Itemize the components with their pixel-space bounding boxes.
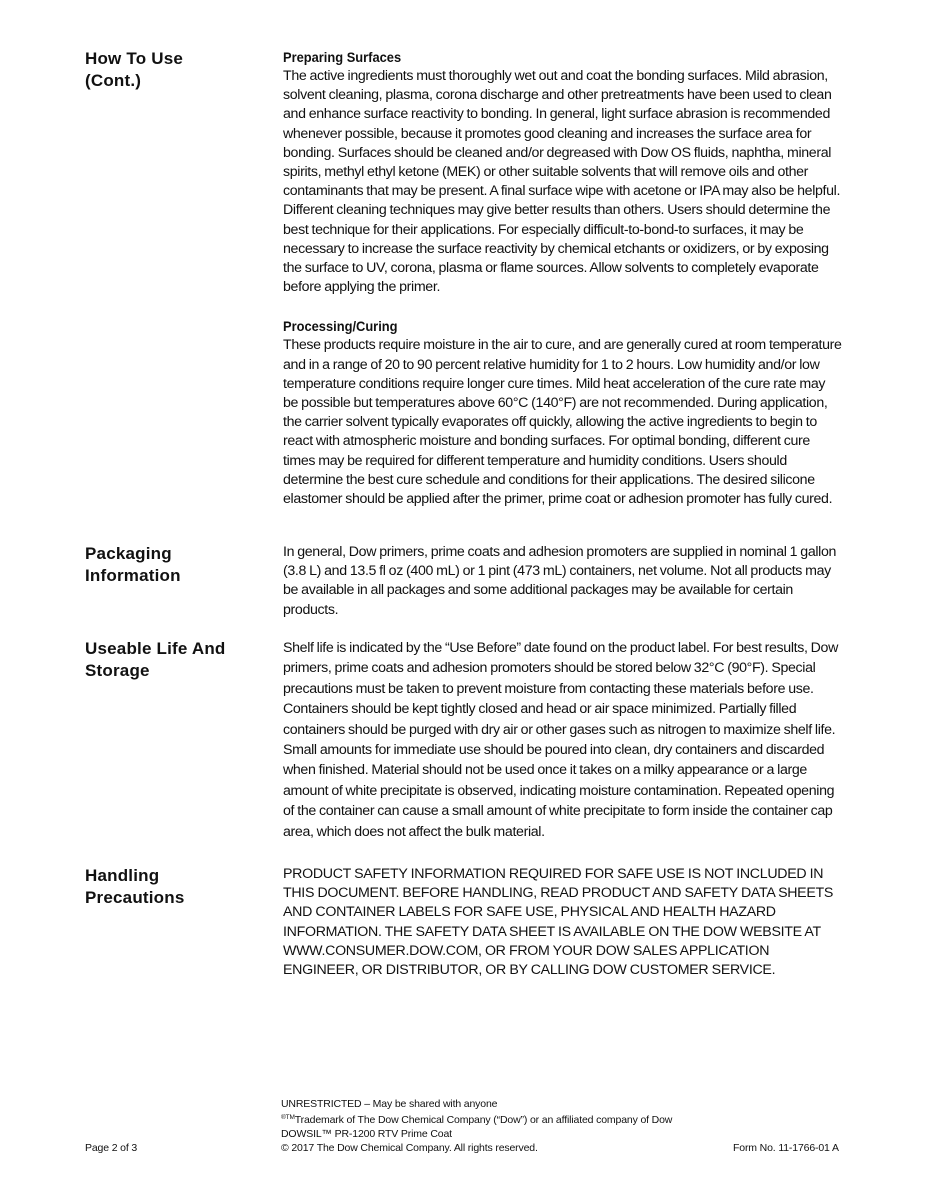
paragraph-preparing-surfaces: The active ingredients must thoroughly wet out and coat the bonding surfaces. Mild abrasion, solvent cleaning, plasma, corona discharge and other pretreatments have been used to clean and enhance surface reactivity to bonding. In general, light surface abrasion is recommended whenever possible, because it promotes good cleaning and increases the surface area for bonding. Surfaces should be cleaned and/or degreased with Dow OS fluids, naphtha, mineral spirits, methyl ethyl ketone (MEK) or other suitable solvents that will remove oils and other contaminants that may be present. A final surface wipe with acetone or IPA may also be helpful. Different cleaning techniques may give better results than others. Users should determine the best technique for their applications. For especially difficult-to-bond-to surfaces, it may be necessary to increase the surface reactivity by chemical etchants or oxidizers, or by exposing the surface to UV, corona, plasma or flame sources. Allow solvents to completely evaporate before applying the primer.: [283, 68, 841, 296]
footer-restriction: UNRESTRICTED – May be shared with anyone: [281, 1098, 498, 1110]
section-body: [283, 638, 843, 842]
footer-form-number: Form No. 11-1766-01 A: [733, 1142, 839, 1154]
footer-legal: [281, 1097, 741, 1155]
footer-product: DOWSIL™ PR-1200 RTV Prime Coat: [281, 1128, 452, 1140]
heading-line: Information: [85, 566, 181, 585]
heading-line: Useable Life And: [85, 639, 226, 658]
paragraph-handling: PRODUCT SAFETY INFORMATION REQUIRED FOR SAFE USE IS NOT INCLUDED IN THIS DOCUMENT. BEFORE HANDLING, READ PRODUCT AND SAFETY DATA SHEETS AND CONTAINER LABELS FOR SAFE USE, PHYSICAL AND HEALTH HAZARD INFORMATION. THE SAFETY DATA SHEET IS AVAILABLE ON THE DOW WEBSITE AT WWW.CONSUMER.DOW.COM, OR FROM YOUR DOW SALES APPLICATION ENGINEER, OR DISTRIBUTOR, OR BY CALLING DOW CUSTOMER SERVICE.: [283, 866, 834, 979]
footer-page-number: Page 2 of 3: [85, 1142, 138, 1154]
section-body: [283, 543, 843, 620]
footer-trademark: [281, 1111, 741, 1127]
heading-line: Precautions: [85, 888, 185, 907]
subheading-processing-curing: Processing/Curing: [283, 318, 398, 335]
section-heading: [85, 543, 265, 587]
paragraph-processing-curing: These products require moisture in the air to cure, and are generally cured at room temperature and in a range of 20 to 90 percent relative humidity for 1 to 2 hours. Low humidity and/or low temperature conditions require longer cure times. Mild heat acceleration of the cure rate may be possible but temperatures above 60°C (140°F) are not recommended. During application, the carrier solvent typically evaporates off quickly, allowing the active ingredients to begin to react with atmospheric moisture and bonding surfaces. For optimal bonding, different cure times may be required for different temperature and humidity conditions. Users should determine the best cure schedule and conditions for their applications. The desired silicone elastomer should be applied after the primer, prime coat or adhesion promoter has fully cured.: [283, 337, 842, 508]
heading-line: Packaging: [85, 544, 172, 563]
footer-trademark-text: Trademark of The Dow Chemical Company (“Dow”) or an affiliated company of Dow: [294, 1114, 673, 1126]
heading-line: Storage: [85, 661, 150, 680]
footer-copyright: © 2017 The Dow Chemical Company. All rights reserved.: [281, 1142, 538, 1154]
section-heading: [85, 865, 265, 909]
heading-line: How To Use: [85, 49, 184, 68]
heading-line: Handling: [85, 866, 160, 885]
section-heading: [85, 48, 265, 92]
heading-line: (Cont.): [85, 71, 142, 90]
section-heading: [85, 638, 265, 682]
paragraph-packaging: In general, Dow primers, prime coats and adhesion promoters are supplied in nominal 1 gallon (3.8 L) and 13.5 fl oz (400 mL) or 1 pint (473 mL) containers, net volume. Not all products may be available in all packages and some additional packages may be available for certain products.: [283, 544, 837, 618]
trademark-symbol: ®TM: [281, 1114, 295, 1121]
subheading-preparing-surfaces: Preparing Surfaces: [283, 49, 402, 65]
section-body: [283, 48, 843, 509]
paragraph-storage: Shelf life is indicated by the “Use Before” date found on the product label. For best results, Dow primers, prime coats and adhesion promoters should be stored below 32°C (90°F). Special precautions must be taken to prevent moisture from contacting these materials before use. Containers should be kept tightly closed and head or air space minimized. Partially filled containers should be purged with dry air or other gases such as nitrogen to maximize shelf life. Small amounts for immediate use should be poured into clean, dry containers and discarded when finished. Material should not be used once it takes on a milky appearance or a large amount of white precipitate is observed, indicating moisture contamination. Repeated opening of the container can cause a small amount of white precipitate to form inside the container cap area, which does not affect the bulk material.: [283, 640, 838, 840]
section-body: [283, 865, 843, 980]
